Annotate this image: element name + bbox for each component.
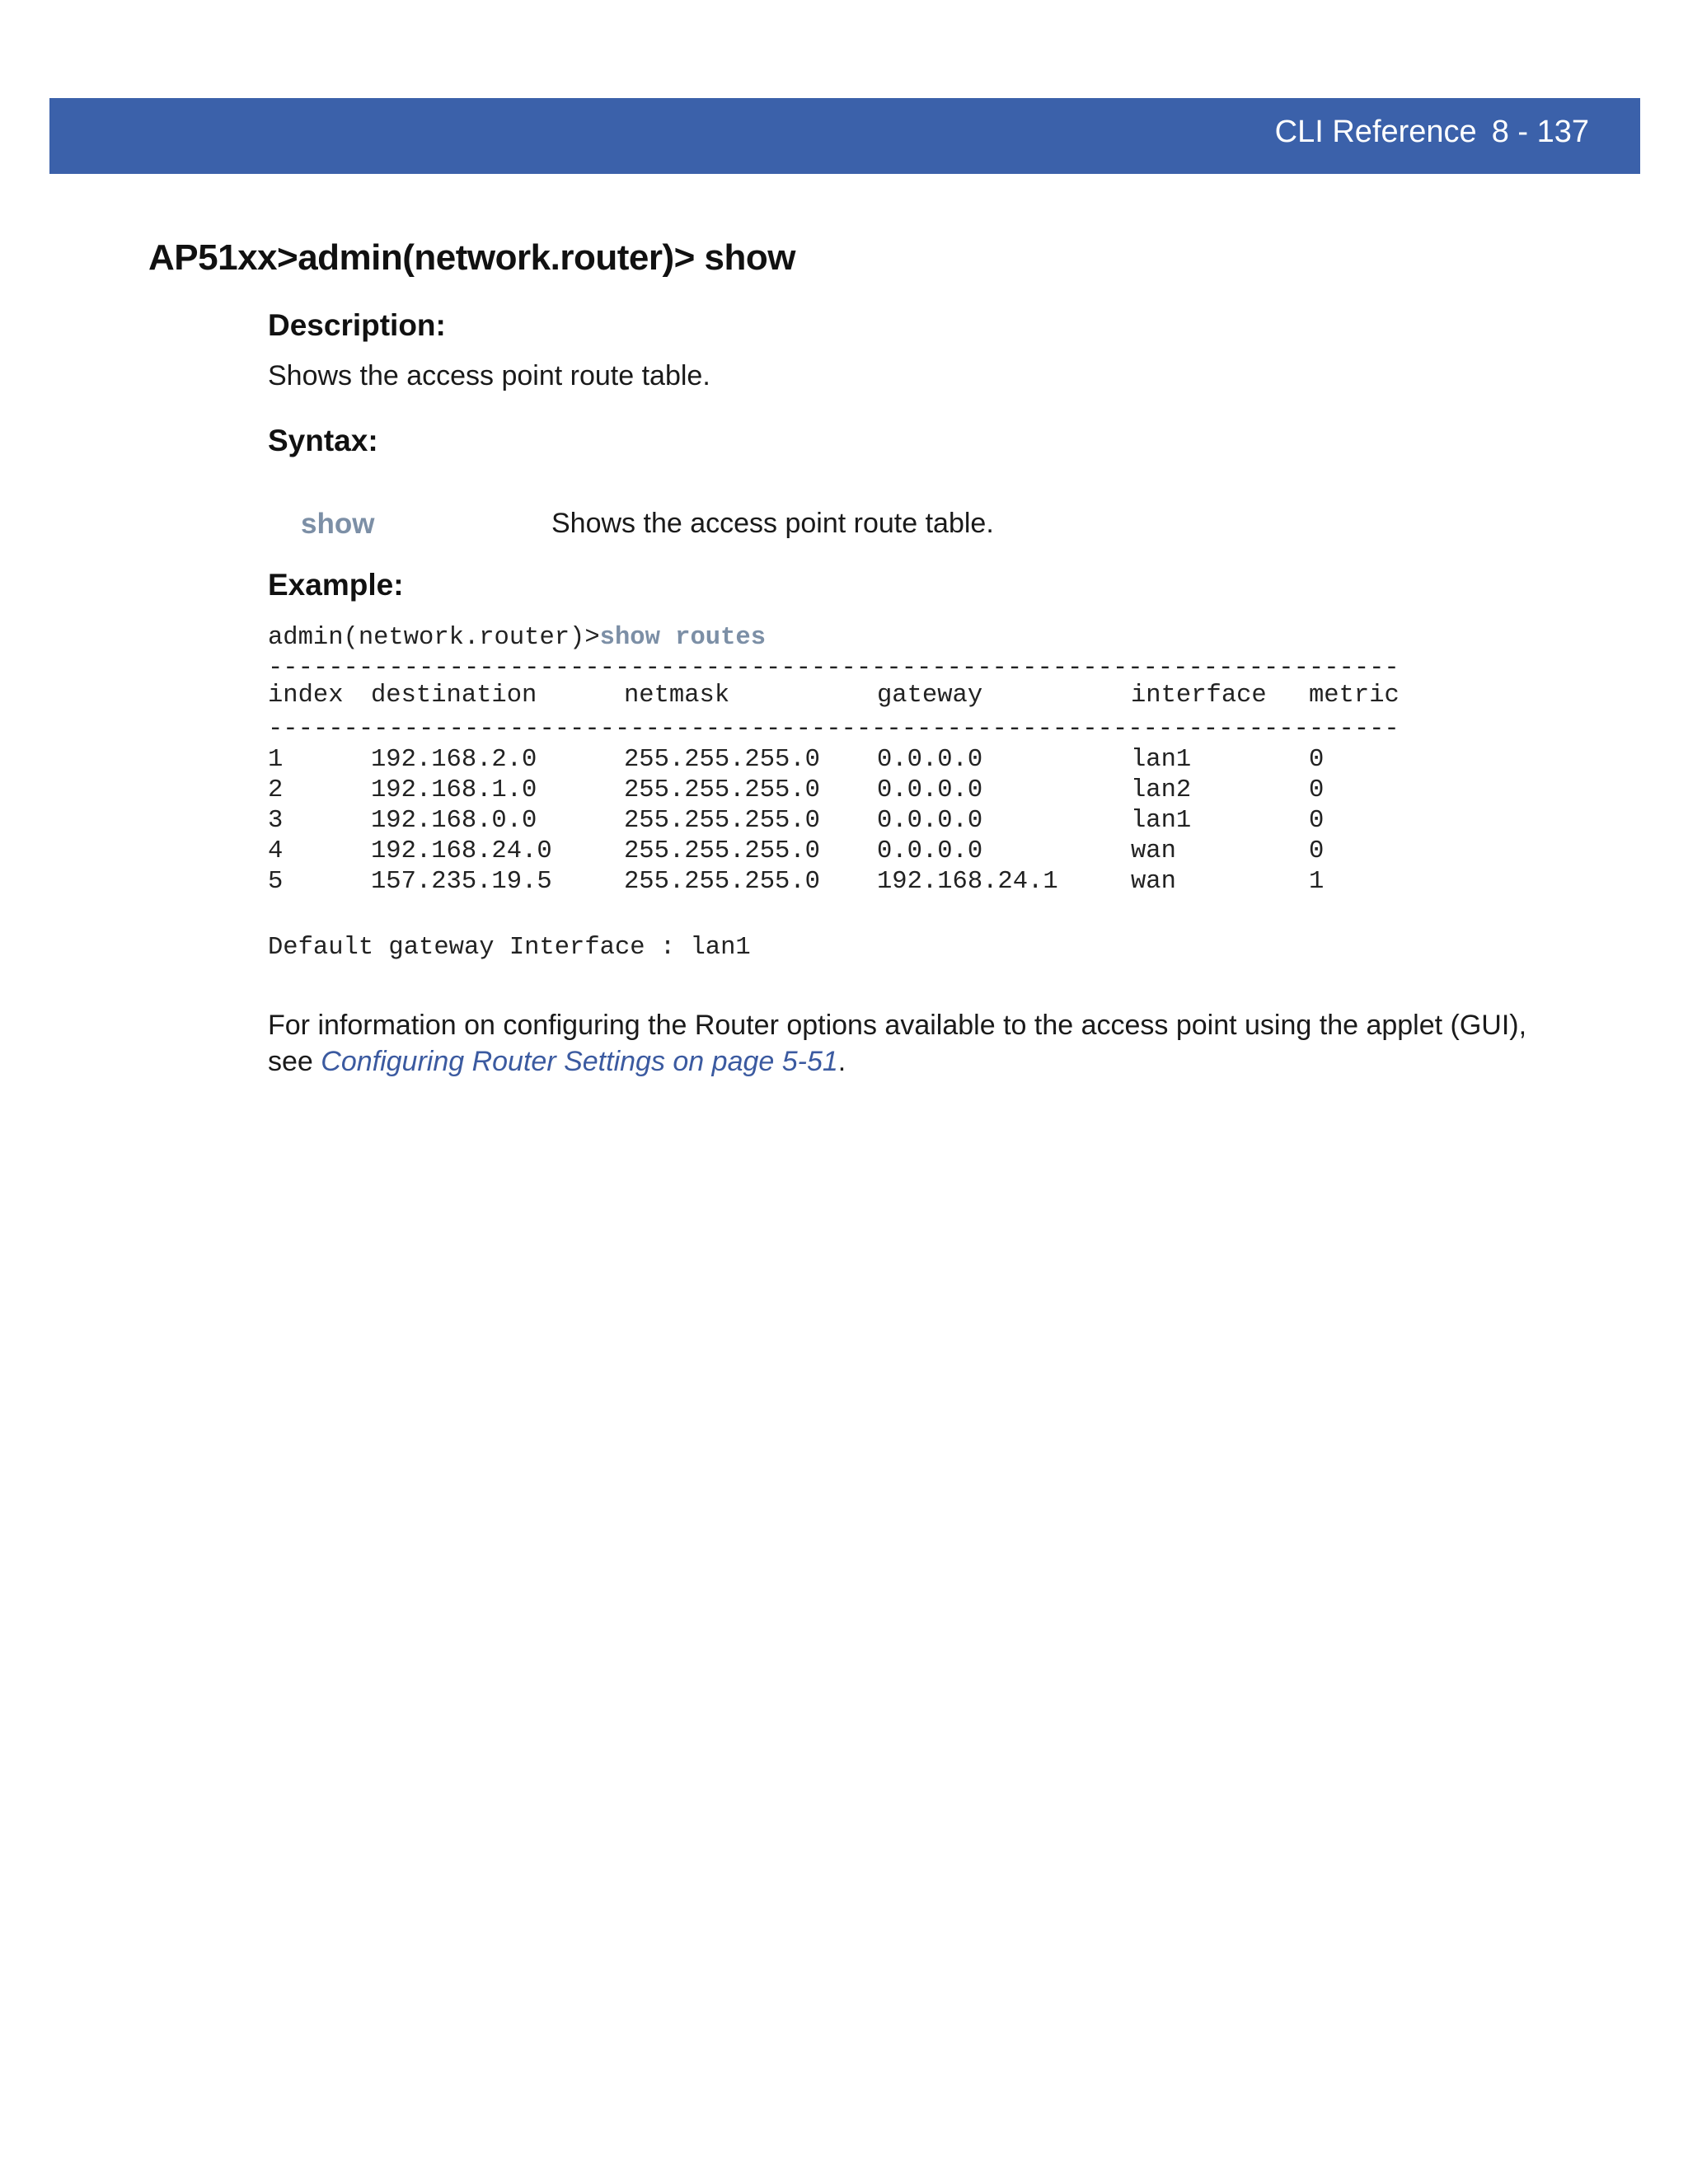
column-header: destination <box>371 682 537 710</box>
table-cell: 0 <box>1309 776 1325 805</box>
example-command: show routes <box>599 624 767 652</box>
table-cell: 192.168.2.0 <box>371 746 537 775</box>
default-gateway-line: Default gateway Interface : lan1 <box>268 934 751 962</box>
column-header: index <box>268 682 344 710</box>
table-row <box>268 745 1408 776</box>
table-row <box>268 776 1408 806</box>
syntax-heading: Syntax: <box>268 424 378 457</box>
table-cell: 0.0.0.0 <box>877 837 983 865</box>
table-cell: 0.0.0.0 <box>877 776 983 805</box>
description-text: Shows the access point route table. <box>268 360 710 391</box>
table-cell: 5 <box>268 867 284 896</box>
column-header: netmask <box>624 682 730 710</box>
example-prompt-line <box>268 624 766 652</box>
table-cell: 255.255.255.0 <box>624 837 820 865</box>
info-text-end: . <box>837 1046 846 1077</box>
table-cell: 255.255.255.0 <box>624 867 820 896</box>
table-separator-bottom: --------------------------------------------------------------------------- <box>268 715 1400 743</box>
table-cell: 2 <box>268 776 284 805</box>
configuring-router-settings-link[interactable]: Configuring Router Settings on page 5-51 <box>321 1046 838 1077</box>
column-header: metric <box>1309 682 1400 710</box>
table-cell: 0.0.0.0 <box>877 746 983 775</box>
table-cell: lan1 <box>1131 806 1192 835</box>
table-cell: 255.255.255.0 <box>624 806 820 835</box>
running-header <box>1275 115 1589 150</box>
syntax-description: Shows the access point route table. <box>551 508 994 539</box>
column-header: interface <box>1131 682 1267 710</box>
example-prompt: admin(network.router)> <box>268 624 600 652</box>
table-cell: 255.255.255.0 <box>624 776 820 805</box>
table-cell: 0 <box>1309 837 1325 865</box>
table-cell: wan <box>1131 837 1176 865</box>
table-separator-top: --------------------------------------------------------------------------- <box>268 654 1400 682</box>
table-cell: 192.168.1.0 <box>371 776 537 805</box>
example-heading: Example: <box>268 568 404 602</box>
syntax-command: show <box>301 508 375 540</box>
table-cell: 0.0.0.0 <box>877 806 983 835</box>
command-title: AP51xx>admin(network.router)> show <box>148 237 795 278</box>
page-header-band <box>49 98 1640 174</box>
table-header-row <box>268 681 1408 711</box>
page-number: 8 - 137 <box>1491 115 1589 149</box>
table-row <box>268 806 1408 837</box>
info-text: For information on configuring the Router options available to the access point using the applet (GUI), see <box>268 1010 1527 1077</box>
table-cell: 1 <box>1309 867 1325 896</box>
table-cell: lan2 <box>1131 776 1192 805</box>
table-row <box>268 836 1408 866</box>
route-table <box>268 745 1408 897</box>
table-cell: 192.168.24.0 <box>371 837 552 865</box>
table-cell: 0 <box>1309 746 1325 775</box>
table-cell: 0 <box>1309 806 1325 835</box>
table-cell: 1 <box>268 746 284 775</box>
table-cell: 157.235.19.5 <box>371 867 552 896</box>
table-cell: 4 <box>268 837 284 865</box>
table-cell: lan1 <box>1131 746 1192 775</box>
table-cell: 255.255.255.0 <box>624 746 820 775</box>
description-heading: Description: <box>268 308 446 342</box>
route-table-header <box>268 681 1408 711</box>
table-cell: 192.168.24.1 <box>877 867 1058 896</box>
info-paragraph <box>268 1007 1570 1080</box>
table-cell: 192.168.0.0 <box>371 806 537 835</box>
table-cell: wan <box>1131 867 1176 896</box>
header-section-title: CLI Reference <box>1274 115 1477 149</box>
table-row <box>268 866 1408 897</box>
syntax-row <box>268 504 1554 549</box>
table-cell: 3 <box>268 806 284 835</box>
column-header: gateway <box>877 682 983 710</box>
